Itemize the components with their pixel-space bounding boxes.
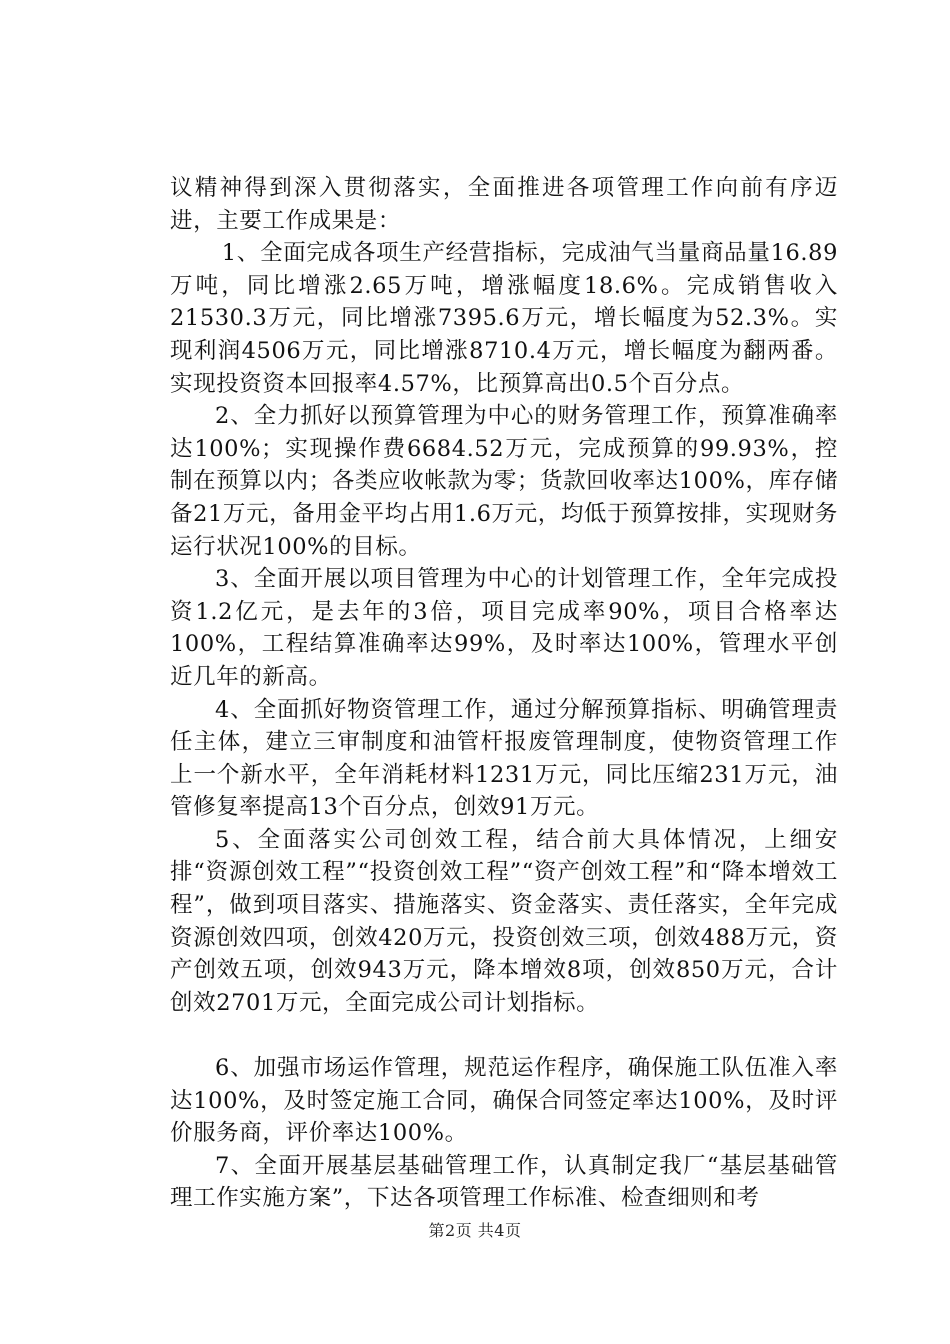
paragraph-item-3: 3、全面开展以项目管理为中心的计划管理工作，全年完成投资1.2亿元，是去年的3倍，项目完成率90%，项目合格率达100%，工程结算准确率达99%，及时率达100%，管理水平创近几年的新高。: [170, 566, 838, 690]
paragraph-item-5: 5、全面落实公司创效工程，结合前大具体情况，上细安排“资源创效工程”“投资创效工程”“资产创效工程”和“降本增效工程”，做到项目落实、措施落实、资金落实、责任落实，全年完成资源创效四项，创效420万元，投资创效三项，创效488万元，资产创效五项，创效943万元，降本增效8项，创效850万元，合计创效2701万元，全面完成公司计划指标。: [170, 826, 838, 1016]
paragraph-item-4: 4、全面抓好物资管理工作，通过分解预算指标、明确管理责任主体，建立三审制度和油管杆报废管理制度，使物资管理工作上一个新水平，全年消耗材料1231万元，同比压缩231万元，油管修复率提高13个百分点，创效91万元。: [170, 696, 838, 821]
paragraph-item-7: 7、全面开展基层基础管理工作，认真制定我厂“基层基础管理工作实施方案”，下达各项管理工作标准、检查细则和考: [170, 1152, 838, 1212]
paragraph-item-6: 6、加强市场运作管理，规范运作程序，确保施工队伍准入率达100%，及时签定施工合同，确保合同签定率达100%，及时评价服务商，评价率达100%。: [170, 1055, 838, 1147]
paragraph-continuation: 议精神得到深入贯彻落实，全面推进各项管理工作向前有序迈进，主要工作成果是：: [170, 175, 838, 234]
blank-line: [170, 1019, 838, 1052]
document-body: [170, 172, 838, 1215]
paragraph-item-1: 1、全面完成各项生产经营指标，完成油气当量商品量16.89万吨，同比增涨2.65万吨，增涨幅度18.6%。完成销售收入21530.3万元，同比增涨7395.6万元，增长幅度为52.3%。实现利润4506万元，同比增涨8710.4万元，增长幅度为翻两番。实现投资资本回报率4.57%，比预算高出0.5个百分点。: [170, 240, 838, 397]
page-number-footer: 第2页 共4页: [428, 1221, 522, 1240]
paragraph-item-2: 2、全力抓好以预算管理为中心的财务管理工作，预算准确率达100%；实现操作费6684.52万元，完成预算的99.93%，控制在预算以内；各类应收帐款为零；货款回收率达100%，库存储备21万元，备用金平均占用1.6万元，均低于预算按排，实现财务运行状况100%的目标。: [170, 403, 839, 560]
